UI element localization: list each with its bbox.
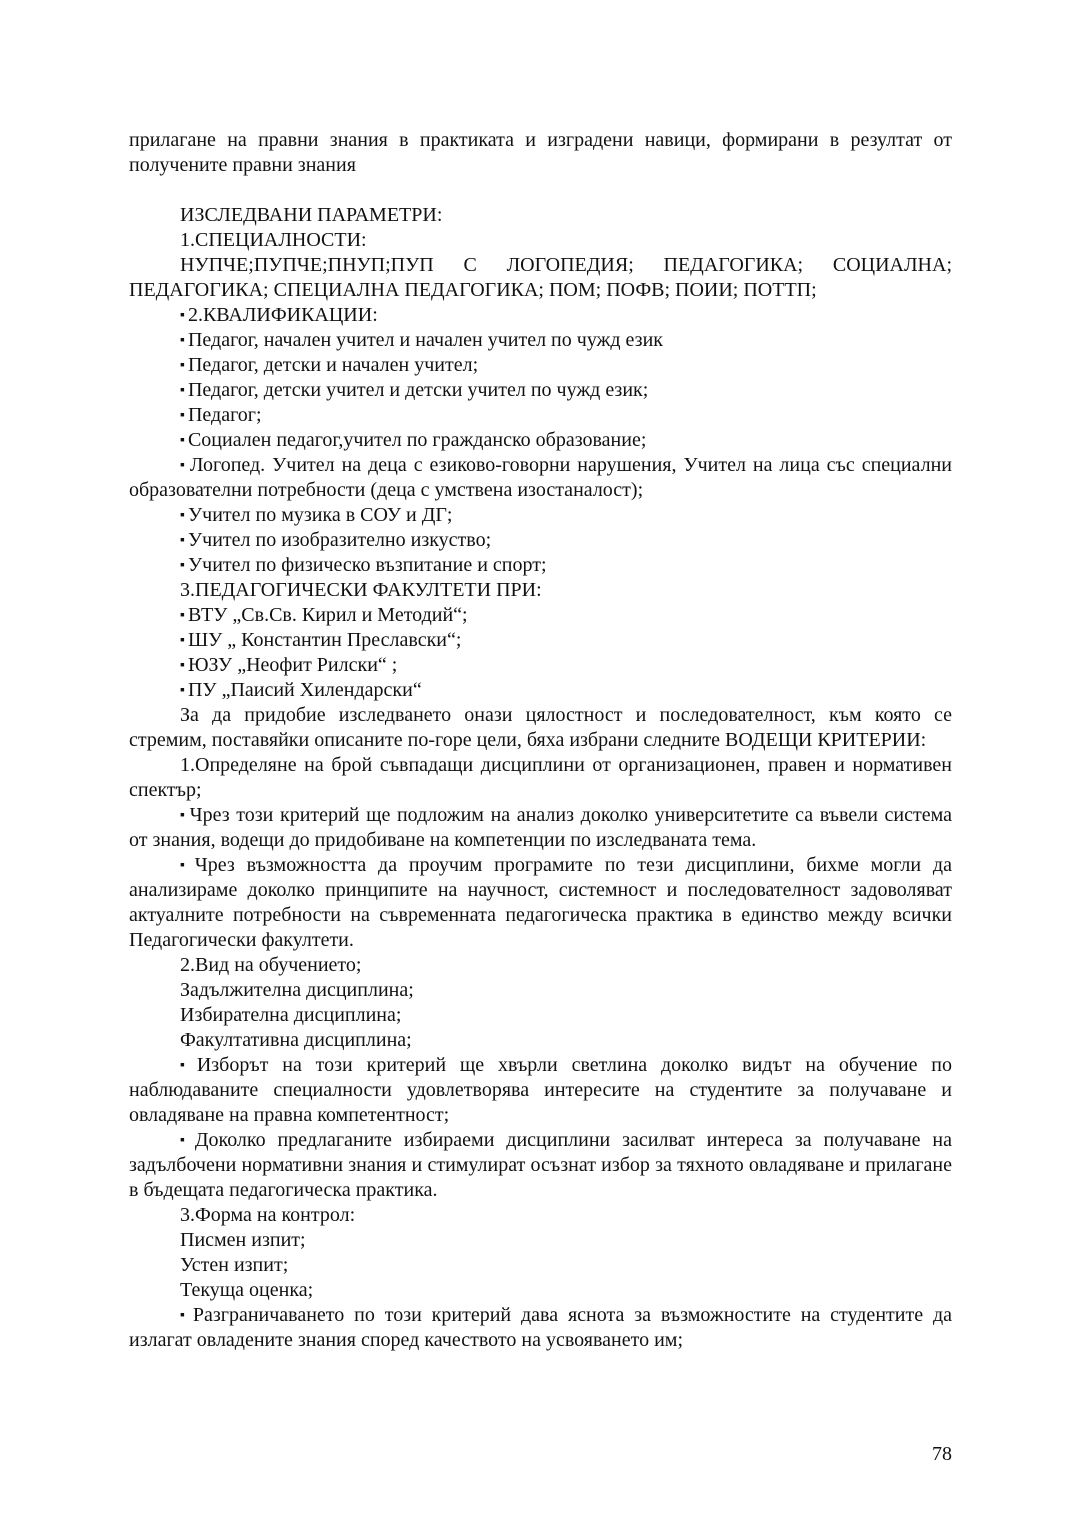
list-item: ▪ Изборът на този критерий ще хвърли светлина доколко видът на обучение по наблюдаваните специалности удовлетворява интересите на студентите за получаване и овладяване на правна компетентност; bbox=[129, 1053, 952, 1128]
criterion-1: 1.Определяне на брой съвпадащи дисциплини от организационен, правен и нормативен спектър; bbox=[129, 754, 952, 801]
list-item: Факултативна дисциплина; bbox=[180, 1029, 412, 1051]
list-item: ▪ Учител по музика в СОУ и ДГ; bbox=[129, 503, 952, 528]
list-item: ▪ Педагог; bbox=[129, 403, 952, 428]
heading-parameters: ИЗСЛЕДВАНИ ПАРАМЕТРИ: bbox=[180, 204, 443, 226]
heading-qualifications: ▪ 2.КВАЛИФИКАЦИИ: bbox=[129, 303, 952, 328]
list-item: ▪ Доколко предлаганите избираеми дисциплини засилват интереса за получаване на задълбочени нормативни знания и стимулират осъзнат избор за тяхното овладяване и прилагане в бъдещата педагогическа практика. bbox=[129, 1128, 952, 1203]
list-item: ▪ Педагог, начален учител и начален учител по чужд език bbox=[129, 328, 952, 353]
list-item: ▪ ЮЗУ „Неофит Рилски“ ; bbox=[129, 653, 952, 678]
list-item: ▪ Разграничаването по този критерий дава яснота за възможностите на студентите да излагат овладените знания според качеството на усвояването им; bbox=[129, 1303, 952, 1353]
list-item: Писмен изпит; bbox=[180, 1229, 306, 1251]
list-item: ▪ Чрез този критерий ще подложим на анализ доколко университетите са въвели система от знания, водещи до придобиване на компетенции по изследваната тема. bbox=[129, 803, 952, 853]
list-item: Устен изпит; bbox=[180, 1254, 289, 1276]
criterion-3: 3.Форма на контрол: bbox=[180, 1204, 356, 1226]
specialties-list: НУПЧЕ;ПУПЧЕ;ПНУП;ПУП С ЛОГОПЕДИЯ; ПЕДАГОГИКА; СОЦИАЛНА; ПЕДАГОГИКА; СПЕЦИАЛНА ПЕДАГОГИКА; ПОМ; ПОФВ; ПОИИ; ПОТТП; bbox=[129, 254, 952, 301]
list-item: ▪ Логопед. Учител на деца с езиково-говорни нарушения, Учител на лица със специални образователни потребности (деца с умствена изостаналост); bbox=[129, 453, 952, 503]
list-item: ▪ ВТУ „Св.Св. Кирил и Методий“; bbox=[129, 603, 952, 628]
list-item: ▪ Чрез възможността да проучим програмите по тези дисциплини, бихме могли да анализираме доколко принципите на научност, системност и последователност задоволяват актуалните потребности на съвременната педагогическа практика в единство между всички Педагогически факултети. bbox=[129, 853, 952, 953]
list-item: ▪ Учител по физическо възпитание и спорт; bbox=[129, 553, 952, 578]
page-number: 78 bbox=[932, 1443, 952, 1465]
list-item: ▪ Учител по изобразително изкуство; bbox=[129, 528, 952, 553]
heading-specialties: 1.СПЕЦИАЛНОСТИ: bbox=[180, 229, 367, 251]
criterion-2: 2.Вид на обучението; bbox=[180, 954, 362, 976]
paragraph-continuation: прилагане на правни знания в практиката и изградени навици, формирани в резултат от получените правни знания bbox=[129, 129, 952, 176]
heading-faculties: 3.ПЕДАГОГИЧЕСКИ ФАКУЛТЕТИ ПРИ: bbox=[180, 579, 542, 601]
list-item: ▪ ПУ „Паисий Хилендарски“ bbox=[129, 678, 952, 703]
list-item: Избирателна дисциплина; bbox=[180, 1004, 402, 1026]
list-item: ▪ Социален педагог,учител по гражданско образование; bbox=[129, 428, 952, 453]
list-item: ▪ Педагог, детски учител и детски учител по чужд език; bbox=[129, 378, 952, 403]
paragraph-criteria-intro: За да придобие изследването онази цялостност и последователност, към която се стремим, поставяйки описаните по-горе цели, бяха избрани следните ВОДЕЩИ КРИТЕРИИ: bbox=[129, 704, 952, 751]
list-item: ▪ ШУ „ Константин Преславски“; bbox=[129, 628, 952, 653]
blank-line bbox=[129, 178, 952, 203]
list-item: Задължителна дисциплина; bbox=[180, 979, 414, 1001]
list-item: ▪ Педагог, детски и начален учител; bbox=[129, 353, 952, 378]
document-body bbox=[129, 128, 952, 1353]
list-item: Текуща оценка; bbox=[180, 1279, 314, 1301]
